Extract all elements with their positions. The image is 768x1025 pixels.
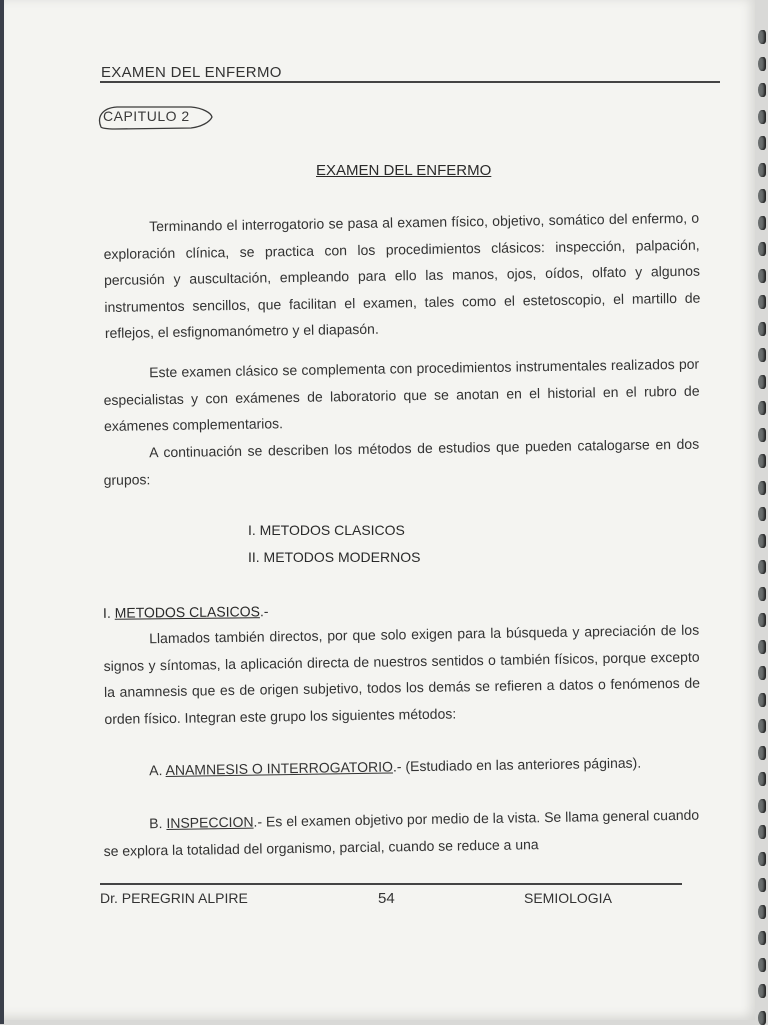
footer-page-number: 54 (378, 890, 395, 907)
paragraph-1 (103, 205, 701, 347)
binding-ring (758, 189, 766, 203)
paragraph-3-text: A continuación se describen los métodos de estudios que pueden catalogarse en dos grupos: (103, 435, 700, 488)
binding-ring (758, 852, 766, 866)
footer-author: Dr. PEREGRIN ALPIRE (100, 890, 248, 906)
section-title: METODOS CLASICOS (114, 603, 260, 621)
binding-ring (758, 931, 766, 945)
page-left-edge (0, 0, 4, 1024)
binding-ring (758, 242, 766, 256)
binding-ring (758, 216, 766, 230)
group-item-2: II. METODOS MODERNOS (248, 549, 421, 565)
spiral-binding (754, 0, 768, 1024)
binding-ring (758, 534, 766, 548)
binding-ring (758, 57, 766, 71)
paragraph-2 (103, 351, 700, 440)
binding-ring (758, 481, 766, 495)
binding-ring (758, 428, 766, 442)
footer-subject: SEMIOLOGIA (524, 890, 612, 906)
binding-ring (758, 348, 766, 362)
page-title: EXAMEN DEL ENFERMO (316, 162, 492, 179)
method-item-b-label: INSPECCION (166, 813, 254, 832)
paragraph-3 (103, 431, 700, 493)
method-item-a-label: ANAMNESIS O INTERROGATORIO (165, 758, 394, 779)
binding-ring (758, 799, 766, 813)
section-suffix: .- (259, 603, 269, 620)
running-header-title: EXAMEN DEL ENFERMO (101, 64, 282, 81)
paragraph-2-text: Este examen clásico se complementa con procedimientos instrumentales realizados por especialistas y con exámenes de laboratorio que se anotan en el historial en el rubro de exámenes complementarios. (103, 355, 700, 434)
chapter-label-text: CAPITULO 2 (103, 108, 190, 124)
binding-ring (758, 375, 766, 389)
binding-ring (758, 666, 766, 680)
method-item-a-prefix: A. (149, 762, 163, 779)
method-item-b-prefix: B. (149, 815, 163, 832)
binding-ring (758, 560, 766, 574)
binding-ring (758, 163, 766, 177)
binding-ring (758, 83, 766, 97)
binding-ring (758, 454, 766, 468)
chapter-label (95, 104, 213, 130)
section-heading (103, 603, 269, 621)
binding-ring (758, 1011, 766, 1025)
binding-ring (758, 984, 766, 998)
binding-ring (758, 587, 766, 601)
binding-ring (758, 110, 766, 124)
section-body (103, 617, 701, 732)
binding-ring (758, 719, 766, 733)
binding-ring (758, 693, 766, 707)
binding-ring (758, 401, 766, 415)
binding-ring (758, 640, 766, 654)
binding-ring (758, 613, 766, 627)
binding-ring (758, 136, 766, 150)
binding-ring (758, 746, 766, 760)
section-number: I. (102, 604, 111, 621)
binding-ring (758, 322, 766, 336)
method-item-b (103, 802, 700, 864)
method-item-b-text: .- Es el examen objetivo por medio de la vista. Se llama general cuando se explora la totalidad del organismo, parcial, cuando se reduce a una (103, 806, 700, 859)
footer-rule (100, 883, 682, 885)
binding-ring (758, 295, 766, 309)
binding-ring (758, 878, 766, 892)
method-item-a (103, 749, 699, 785)
header-rule (100, 81, 720, 83)
binding-ring (758, 825, 766, 839)
binding-ring (758, 30, 766, 44)
group-item-1: I. METODOS CLASICOS (248, 522, 405, 538)
binding-ring (758, 772, 766, 786)
paragraph-1-text: Terminando el interrogatorio se pasa al examen físico, objetivo, somático del enfermo, o exploración clínica, se practica con los procedimientos clásicos: inspección, palpación, percusión y auscultación, empleando para ello las manos, ojos, oídos, olfato y algunos instrumentos sencillos, que facilitan el examen, tales como el estetoscopio, el martillo de reflejos, el esfignomanómetro y el diapasón. (103, 209, 701, 341)
binding-ring (758, 905, 766, 919)
binding-ring (758, 958, 766, 972)
section-body-text: Llamados también directos, por que solo exigen para la búsqueda y apreciación de los signos y síntomas, la aplicación directa de nuestros sentidos o también físicos, porque excepto la anamnesis que es de origen subjetivo, todos los demás se refieren a datos o fenómenos de orden físico. Integran este grupo los siguientes métodos: (103, 621, 701, 727)
method-item-a-text: .- (Estudiado en las anteriores páginas). (392, 754, 642, 775)
binding-ring (758, 507, 766, 521)
binding-ring (758, 269, 766, 283)
